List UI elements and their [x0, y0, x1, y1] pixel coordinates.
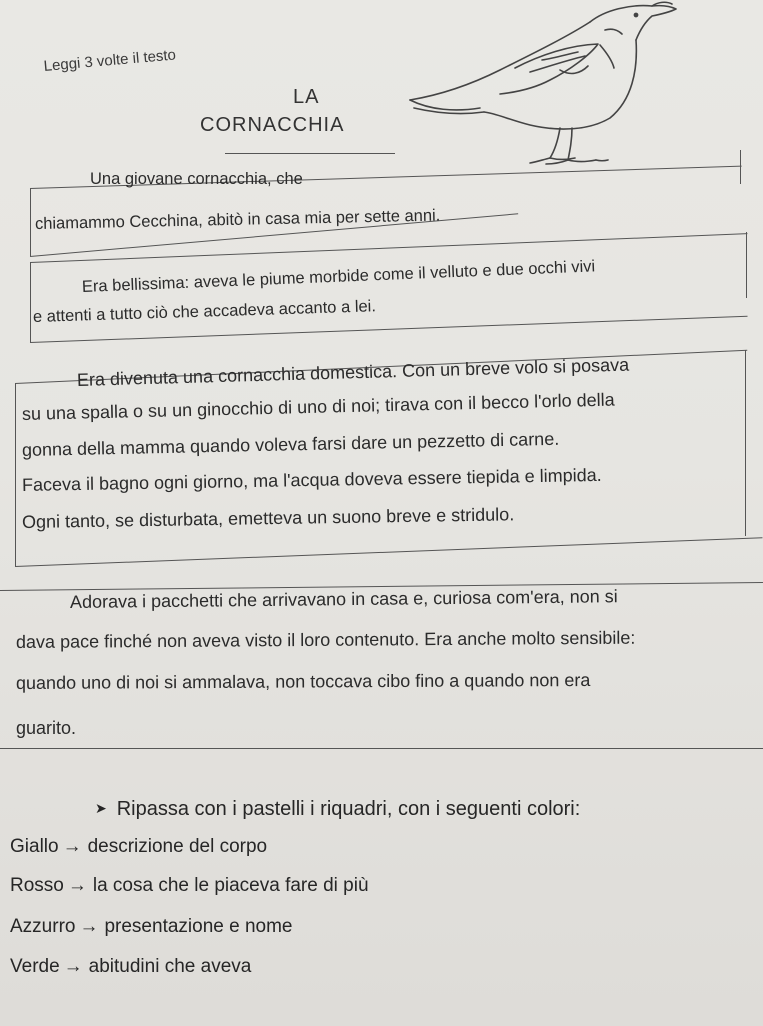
- right-arrow-icon: →: [62, 836, 82, 857]
- box4-line-4: guarito.: [16, 718, 77, 738]
- box3-line-3: gonna della mamma quando voleva farsi dare un pezzetto di carne.: [21, 428, 560, 460]
- color-name: Giallo: [10, 836, 59, 857]
- color-desc: presentazione e nome: [104, 916, 293, 937]
- task-text: Ripassa con i pastelli i riquadri, con i seguenti colori:: [116, 798, 581, 820]
- color-row-azzurro: [10, 916, 292, 938]
- instruction-text: Leggi 3 volte il testo: [43, 46, 177, 75]
- box2-top-border: [30, 233, 747, 263]
- box2-right-border: [746, 232, 747, 298]
- color-name: Verde: [10, 956, 60, 977]
- box3-left-border: [15, 383, 16, 566]
- color-desc: abitudini che aveva: [88, 956, 252, 977]
- color-desc: la cosa che le piaceva fare di più: [92, 875, 369, 896]
- title-line-2: CORNACCHIA: [200, 114, 345, 136]
- box2-line-2: e attenti a tutto ciò che accadeva accanto a lei.: [32, 297, 377, 326]
- arrow-bullet-icon: ➤: [95, 800, 107, 816]
- right-arrow-icon: →: [79, 916, 99, 937]
- box2-left-border: [30, 262, 31, 342]
- box3-right-border: [745, 350, 746, 536]
- box3-line-1: Era divenuta una cornacchia domestica. Con un breve volo si posava: [76, 354, 630, 390]
- box4-line-3: quando uno di noi si ammalava, non toccava cibo fino a quando non era: [15, 669, 591, 693]
- box3-bottom-border: [15, 537, 762, 567]
- box1-line-2: chiamammo Cecchina, abitò in casa mia per sette anni.: [34, 206, 441, 233]
- right-arrow-icon: →: [67, 875, 87, 896]
- box1-left-border: [30, 188, 31, 256]
- color-row-giallo: [10, 836, 267, 858]
- crow-drawing: [400, 0, 690, 165]
- color-name: Azzurro: [10, 916, 76, 937]
- box4-bottom-border: [0, 748, 763, 749]
- task-instruction: [95, 798, 580, 821]
- color-name: Rosso: [10, 875, 64, 896]
- box1-line-1: Una giovane cornacchia, che: [90, 170, 303, 188]
- box4-line-2: dava pace finché non aveva visto il loro contenuto. Era anche molto sensibile:: [15, 627, 636, 652]
- title-line-1: LA: [293, 86, 320, 108]
- box1-top-border: [225, 153, 395, 154]
- box2-line-1: Era bellissima: aveva le piume morbide come il velluto e due occhi vivi: [81, 257, 596, 296]
- box1-right-border: [740, 150, 741, 184]
- color-desc: descrizione del corpo: [87, 836, 268, 857]
- box4-line-1: Adorava i pacchetti che arrivavano in casa e, curiosa com'era, non si: [69, 586, 618, 612]
- box3-line-2: su una spalla o su un ginocchio di uno di noi; tirava con il becco l'orlo della: [21, 389, 615, 424]
- box3-line-5: Ogni tanto, se disturbata, emetteva un suono breve e stridulo.: [21, 504, 515, 532]
- right-arrow-icon: →: [63, 956, 83, 977]
- color-row-verde: [10, 956, 251, 978]
- box3-line-4: Faceva il bagno ogni giorno, ma l'acqua doveva essere tiepida e limpida.: [21, 464, 602, 495]
- color-row-rosso: [10, 875, 369, 897]
